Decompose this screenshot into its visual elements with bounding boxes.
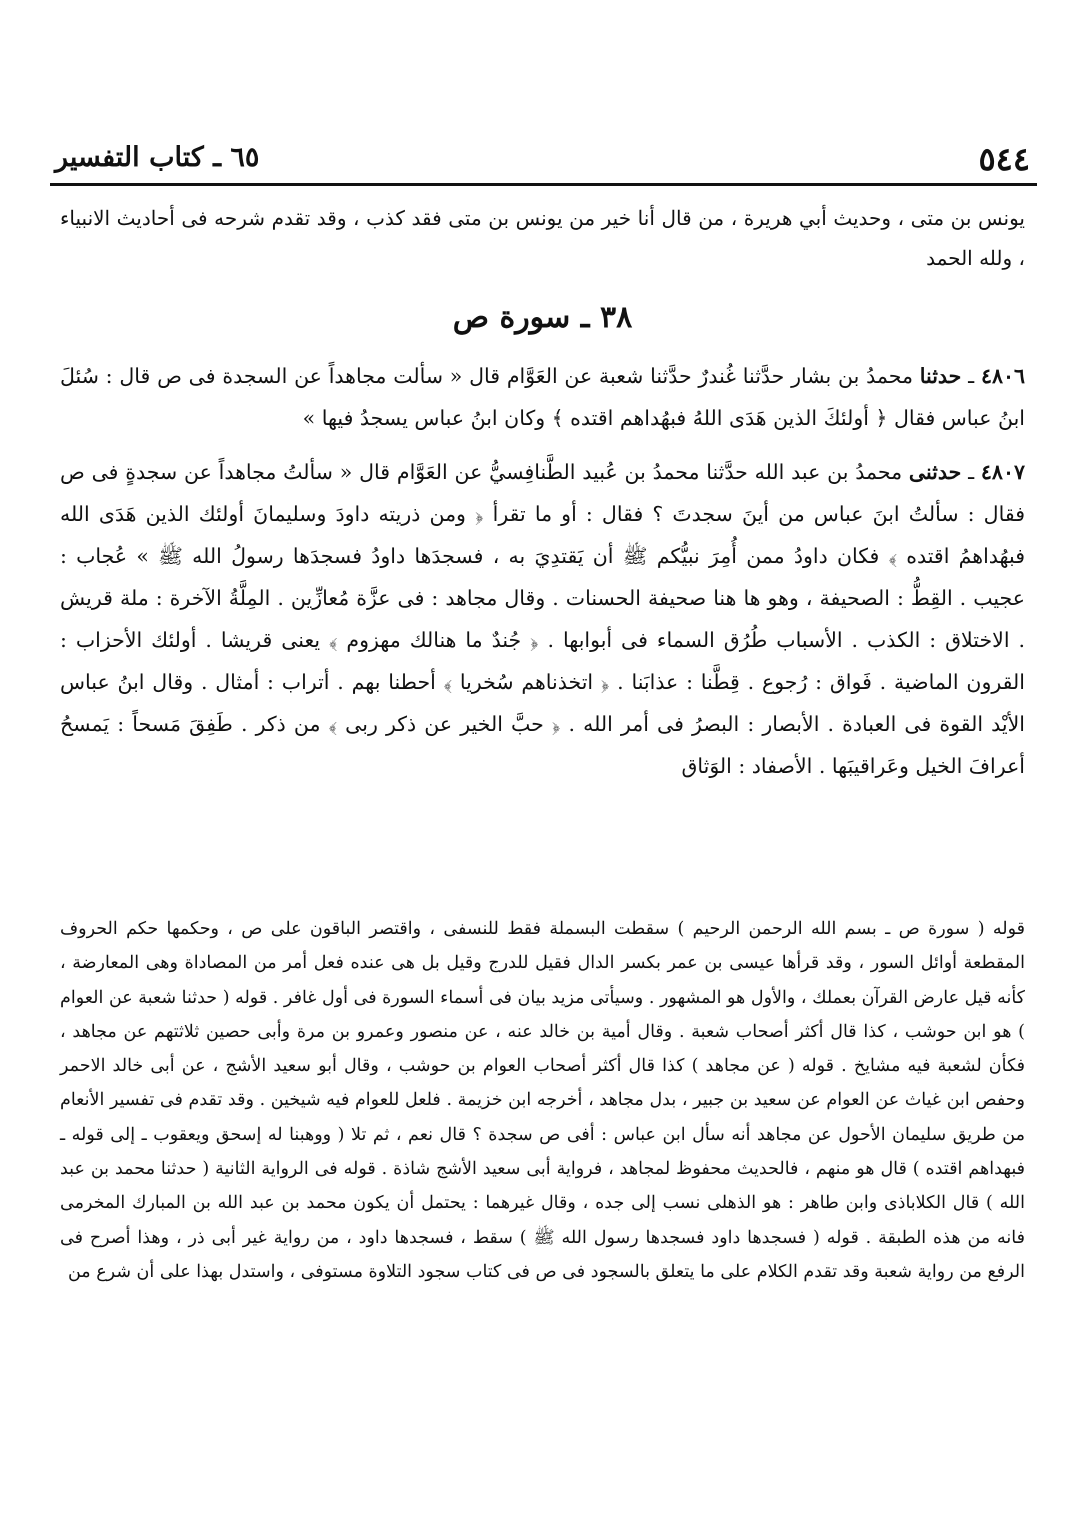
hadith-text: محمدُ بن عبد الله حدَّثنا محمدُ بن عُبيد الطَّنافِسيُّ عن العَوَّام قال « سألتُ مجاهداً عن سجدةٍ فى ص فقال : سألتُ ابنَ عباس من أينَ سجدتَ ؟ فقال : أو ما تقرأ ﴿ ومن ذريته داودَ وسليمانَ أولئك الذين هَدَى الله فبهُداهمُ اقتده ﴾ فكان داودُ ممن أُمِرَ نبيُّكم ﷺ أن يَقتدِيَ به ، فسجدَها داودُ فسجدَها رسولُ الله ﷺ »	[60, 460, 1025, 568]
intro-paragraph	[60, 198, 1025, 278]
sura-heading	[0, 300, 1085, 335]
hadith-opener: حدثنا	[919, 364, 962, 388]
hadith-number: ٤٨٠٧	[980, 460, 1025, 484]
glosses-text: عُجاب : عجيب . القِطُّ : الصحيفة ، وهو ها هنا صحيفة الحسنات . وقال مجاهد : فى عزَّة مُعازِّين . المِلَّةُ الآخرة : ملة قريش . الاختلاق : الكذب . الأسباب طُرُق السماء فى أبوابها . ﴿ جُندٌ ما هنالك مهزوم ﴾ يعنى قريشا . أولئك الأحزاب : القرون الماضية . فَواق : رُجوع . قِطَّنا : عذابَنا . ﴿ اتخذناهم سُخريا ﴾ أحطنا بهم . أتراب : أمثال . وقال ابنُ عباس الأيْد القوة فى العبادة . الأبصار : البصرُ فى أمر الله . ﴿ حبَّ الخير عن ذكر ربى ﴾ من ذكر . طَفِقَ مَسحاً : يَمسحُ أعرافَ الخيل وعَراقيبَها . الأصفاد : الوَثاق	[60, 544, 1025, 778]
hadith-dash: ـ	[961, 460, 975, 484]
page-number: ٥٤٤	[978, 140, 1030, 178]
header-divider	[50, 183, 1037, 186]
hadith-opener: حدثنى	[908, 460, 962, 484]
commentary-section	[60, 912, 1025, 1289]
intro-text: يونس بن متى ، وحديث أبي هريرة ، من قال أنا خير من يونس بن متى فقد كذب ، وقد تقدم شرحه فى أحاديث الانبياء ، ولله الحمد	[60, 206, 1025, 270]
hadith-entry	[60, 451, 1025, 787]
hadith-dash: ـ	[961, 364, 975, 388]
commentary-paragraph: قوله ( سورة ص ـ بسم الله الرحمن الرحيم ) سقطت البسملة فقط للنسفى ، واقتصر الباقون على ص ، وحكمها حكم الحروف المقطعة أوائل السور ، وقد قرأها عيسى بن عمر بكسر الدال فقيل للدرج وقيل بل هى عنده فعل أمر من المصاداة وهى المعارضة ، كأنه قيل عارض القرآن بعملك ، والأول هو المشهور . وسيأتى مزيد بيان فى أسماء السورة فى أول غافر . قوله ( حدثنا شعبة عن العوام ) هو ابن حوشب ، كذا قال أكثر أصحاب شعبة . وقال أمية بن خالد عنه ، عن منصور وعمرو بن مرة وأبى حصين ثلاثتهم عن مجاهد ، فكأن لشعبة فيه مشايخ . قوله ( عن مجاهد ) كذا قال أكثر أصحاب العوام بن حوشب ، وقال أبو سعيد الأشج ، عن أبى خالد الاحمر وحفص ابن غياث عن العوام عن سعيد بن جبير ، بدل مجاهد ، أخرجه ابن خزيمة . فلعل للعوام فيه شيخين . وقد تقدم فى تفسير الأنعام من طريق سليمان الأحول عن مجاهد أنه سأل ابن عباس : أفى ص سجدة ؟ قال نعم ، ثم تلا ( ووهبنا له إسحق ويعقوب ـ إلى قوله ـ فبهداهم اقتده ) قال هو منهم ، فالحديث محفوظ لمجاهد ، فرواية أبى سعيد الأشج شاذة . قوله فى الرواية الثانية ( حدثنا محمد بن عبد الله ) قال الكلاباذى وابن طاهر : هو الذهلى نسب إلى جده ، وقال غيرهما : يحتمل أن يكون محمد بن عبد الله بن المبارك المخرمى فانه من هذه الطبقة . قوله ( فسجدها داود فسجدها رسول الله ﷺ ) سقط ، فسجدها داود ، من رواية غير أبى ذر ، وهذا أصرح فى الرفع من رواية شعبة وقد تقدم الكلام على ما يتعلق بالسجود فى ص فى كتاب سجود التلاوة مستوفى ، واستدل بهذا على أن شرع من	[60, 919, 1026, 1282]
hadith-entry	[60, 355, 1025, 439]
chapter-reference: ٦٥ ـ كتاب التفسير	[55, 142, 260, 173]
page-header	[55, 140, 1030, 180]
sura-title-text: ٣٨ ـ سورة ص	[452, 300, 633, 335]
hadith-number: ٤٨٠٦	[980, 364, 1025, 388]
hadith-section	[60, 355, 1025, 799]
hadith-text: محمدُ بن بشار حدَّثنا غُندرٌ حدَّثنا شعبة عن العَوَّام قال « سألت مجاهداً عن السجدة فى ص قال : سُئلَ ابنُ عباس فقال ﴿ أولئكَ الذين هَدَى اللهُ فبهُداهم اقتده ﴾ وكان ابنُ عباس يسجدُ فيها »	[60, 364, 1025, 430]
